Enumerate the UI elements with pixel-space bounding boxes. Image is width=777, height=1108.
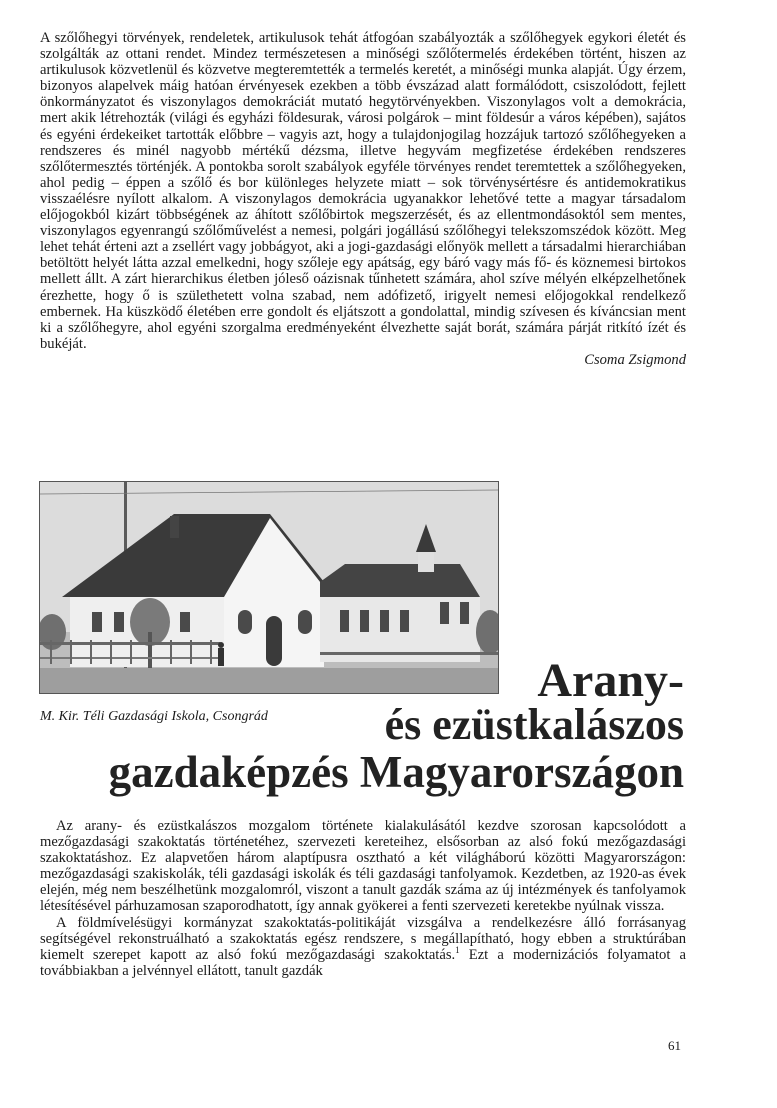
article-paragraph-3-text: Ezt a modernizációs folyamatot a továbbiakban a jelvénnyel ellátott, tanult gazdák bbox=[40, 946, 686, 979]
article-paragraph-1: Az arany- és ezüstkalászos mozgalom története kialakulásától kezdve szorosan kapcsolódott a mezőgazdasági szakoktatás történetéhez, szervezeti kereteihez, elsősorban az alsó fokú mezőgazdasági szakoktatáshoz. Ez alapvetően három alaptípusra osztható a két világháború közötti Magyarországon: mezőgazdasági szakiskolák, téli gazdasági iskolák és téli gazdasági tanfolyamok. Kezdetben, az 1920-as évek elején, még nem beszélhetünk mozgalomról, viszont a tanult gazdák száma az új intézmények és tanfolyamok létesítésével párhuzamosan szaporodhatott, így annak gyökerei a fenti szervezeti keretekbe nyúlnak vissza. bbox=[40, 818, 686, 915]
photo-caption: M. Kir. Téli Gazdasági Iskola, Csongrád bbox=[40, 709, 268, 724]
article-paragraph-2 bbox=[40, 915, 686, 979]
article-body bbox=[40, 818, 686, 979]
intro-paragraph: A szőlőhegyi törvények, rendeletek, artikulusok tehát átfogóan szabályozták a szőlőhegyek egykori életét és szolgálták az ottani rendet. Mindez természetesen a minőségi szőlőtermelés érdekében történt, hiszen az artikulusok közvetlenül és közvetve megteremtették a termelés keretét, a minőségi munka alapját. Úgy érzem, bizonyos alapelvek máig hatóan érvényesek ezekben a több évszázad alatt formálódott, csiszolódott, fejlett önkormányzatot és viszonylagos demokráciát mutató hegytörvényekben. Viszonylagos volt a demokrácia, mert akik létrehozták (világi és egyházi földesurak, városi polgárok – mint földesúr a város képében), sajátos és egyéni érdekeiket tartották előbbre – vagyis azt, hogy a tulajdonjogilag hozzájuk tartozó szőlőhegyeken a rendszeres és minél nagyobb mértékű dézsma, illetve hegyvám megfizetése érdekében rendszeres szőlőtermesztés történjék. A pontokba sorolt szabályok egyféle törvényes rendet teremtettek a szőlőhegyeken, ahol pedig – éppen a szőlő és bor különleges helyzete miatt – sok törvénysértésre és antidemokratikus visszaélésre nyílott alkalom. A viszonylagos demokrácia ugyanakkor lehetővé tette a magyar társadalom előjogokból kizárt többségének az áhított szőlőbirtok megszerzését, és az ellentmondásoktól sem mentes, viszonylagos egyenrangú szőlőművelést a nemesi, polgári jogállású szőlőhegyi telekszomszédok között. Meg lehet tehát érteni azt a zsellért vagy jobbágyot, aki a jogi-gazdasági előnyök mellett a társadalmi hierarchiában betöltött helyét látta azzal emelkedni, hogy szőleje egy apátság, egy báró vagy más fő- és köznemesi birtokos mellett állt. A zárt hierarchikus életben jóleső oázisnak tűnhetett számára, ahol szíve mélyén elképzelhetőnek érezhette, hogy ő is születhetett volna szabad, nem adófizető, irigyelt nemesi előjogokkal rendelkező embernek. Ha küszködő életében erre gondolt és eljátszott a gondolattal, mindig szívesen és kíváncsian ment ki a szőlőhegyre, ahol egyéni szorgalma eredményeként élvezhette saját borát, számára párját ritkító ízét és bukéját. bbox=[40, 30, 686, 352]
intro-section bbox=[40, 30, 686, 368]
article-title-line2: és ezüstkalászos bbox=[384, 700, 684, 749]
footnote-mark[interactable]: 1 bbox=[455, 944, 460, 955]
article-paragraph-2-text: A földmívelésügyi kormányzat szakoktatás-politikáját vizsgálva a rendelkezésre álló forrásanyag segítségével rekonstruálható a szakoktatás egész rendszere, s megállapítható, hogy ebben a struktúrában kiemelt szerepet kapott az alsó fokú mezőgazdasági szakoktatás. bbox=[40, 914, 686, 963]
school-building-illustration bbox=[40, 482, 498, 693]
author-signature: Csoma Zsigmond bbox=[584, 351, 686, 368]
school-photo bbox=[39, 481, 499, 694]
article-title-line1: Arany- bbox=[537, 654, 684, 707]
page-number: 61 bbox=[668, 1038, 681, 1053]
article-title-line3: gazdaképzés Magyarországon bbox=[108, 747, 684, 797]
